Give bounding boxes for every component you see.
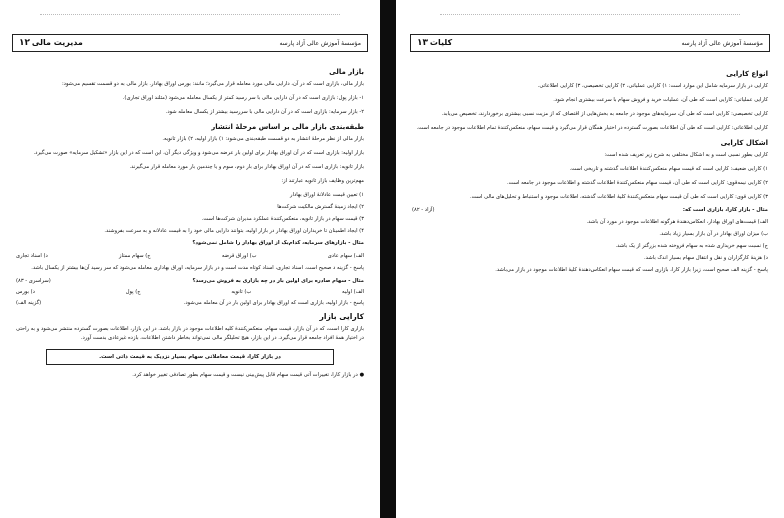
exam-reference: (آزاد - ۸۲) [412,207,435,213]
list-item: ۱) تعیین قیمت عادلانهٔ اوراق بهادار [290,192,364,198]
paragraph: کارایی در بازار سرمایه شامل این موارد است: ۱) کارایی عملیاتی، ۲) کارایی تخصیصی، ۳) کارایی اطلاعاتی. [537,83,768,89]
list-item: ۳) قیمت سهام در بازار ثانویه، منعکس‌کنندهٔ عملکرد مدیران شرکت‌ها است. [201,216,364,222]
paragraph: کارایی اطلاعاتی: کارایی است که طی آن اطلاعات بصورت گسترده در اختیار همگان قرار می‌گیرد و قیمت سهام، منعکس‌کنندهٔ تمام اطلاعات موجود در جامعه است. [416,125,768,131]
example-question: مثال - سهام صادره برای اولین بار در چه بازاری به فروش می‌رسد؟ [192,278,364,284]
option: ج) نسبت سهم خریداری شده به سهام فروخته شده بزرگتر از یک باشد. [615,243,768,249]
paragraph: بازار ثانویه: بازاری است که در آن اوراق بهادار برای بار دوم، سوم و یا چندمین بار مورد معامله قرار می‌گیرند. [129,164,364,170]
option: ج) پول [125,289,141,295]
section-title: اشکال کارایی [720,139,768,147]
example-question: مثال - بازار کارا، بازاری است که: [682,207,768,213]
option: ب) اوراق قرضه [221,253,257,259]
highlight-box: در بازار کارا، قیمت معاملاتی سهام بسیار نزدیک به قیمت ذاتی است. [46,349,334,365]
paragraph: ۲- بازار سرمایه: بازاری است که در آن دارایی مالی با سررسید بیشتر از یکسال معامله شود. [165,109,364,115]
example-question-row [412,207,768,213]
example-options [412,218,768,263]
paragraph: کارایی بطور نسبی است و به اشکال مختلفی به شرح زیر تعریف شده است: [604,152,768,158]
section-title: طبقه‌بندی بازار مالی بر اساس مرحلهٔ انتشار [211,123,364,131]
exam-reference: (سراسری - ۸۳) [16,278,51,284]
option: الف) قیمت‌های اوراق بهادار، انعکاس‌دهندهٔ هرگونه اطلاعات موجود در مورد آن باشد. [586,219,768,225]
list-item: ۴) ایجاد اطمینان تا خریداران اوراق بهادار در بازار اولیه، بتوانند دارایی مالی خود را به قیمت عادلانه و به سرعت بفروشند. [104,228,364,234]
header-page-number: ۱۲ [19,38,30,48]
list-item: ۲) ایجاد زمینهٔ گسترش مالکیت شرکت‌ها [277,204,364,210]
paragraph: کارایی تخصیصی: کارایی است که طی آن، سرمایه‌های موجود در جامعه به بخش‌هایی از اقتصاف که از مزیت نسبی بیشتری برخوردارند، تخصیص می‌یابد. [441,111,768,117]
example-question-row [16,278,364,284]
page-content [0,62,380,385]
header-institute: مؤسسهٔ آموزش عالی آزاد پارسه [681,39,763,47]
bullet-item: ● در بازار کارا، تغییرات آتی قیمت سهام قابل پیش‌بینی نیست و قیمت سهام بطور تصادفی تغییر خواهد کرد. [132,372,364,378]
paragraph: ۱- بازار پول: بازاری است که در آن دارایی مالی با سر رسید کمتر از یکسال معامله می‌شود (مثلند اوراق تجاری). [122,95,364,101]
answer-key: (گزینه الف) [16,300,42,306]
page-header [410,34,770,52]
right-page [396,0,784,518]
example-answer: پاسخ - گزینه د صحیح است. اسناد تجاری، اسناد کوتاه مدت است و در بازار سرمایه، اوراق بهاداری معامله می‌شود که سر رسید آن‌ها بیشتر از یکسال باشد. [31,265,364,271]
option: ب) میزان اوراق بهادار در آن بازار بسیار زیاد باشد. [659,231,768,237]
option: د) اسناد تجاری [16,253,48,259]
option: ب) ثانویه [231,289,252,295]
list [16,191,364,236]
example-question: مثال - بازارهای سرمایه، کدام‌یک از اوراق بهادار را شامل نمی‌شود؟ [192,240,364,246]
section-title: انواع کارایی [726,70,768,78]
paragraph: کارایی عملیاتی: کارایی است که طی آن، عملیات خرید و فروش سهام با سرعت بیشتری انجام شود. [553,97,768,103]
header-chapter: کلیات [429,38,453,47]
bullet-text: در بازار کارا، تغییرات آتی قیمت سهام قابل پیش‌بینی نیست و قیمت سهام بطور تصادفی تغییر خواهد کرد. [132,372,358,378]
paragraph: بازار مالی از نظر مرحلهٔ انتشار به دو قسمت طبقه‌بندی می‌شود: ۱) بازار اولیه، ۲) بازار ثانویه. [162,136,364,142]
paragraph: بازار اولیه: بازاری است که در آن اوراق بهادار برای اولین بار عرضه می‌شود و ویژگی دیگر آن، این است که در این بازار «تشکیل سرمایه» صورت می‌گیرد. [33,150,364,156]
page-header [12,34,368,52]
header-institute: مؤسسهٔ آموزش عالی آزاد پارسه [279,39,361,47]
option: د) هزینهٔ کارگزاران و نقل و انتقال سهام بسیار اندک باشد. [644,255,768,261]
option: الف) سهام عادی [327,253,364,259]
book-gutter [380,0,396,518]
paragraph: ۳) کارایی قوی: کارایی است که طی آن قیمت سهام منعکس‌کنندهٔ کلیهٔ اطلاعات گذشته، اطلاعات موجود و استنباط و تحلیل‌های مالی است. [469,194,768,200]
paragraph: بازاری کارا است، که در آن بازار، قیمت سهام، منعکس‌کنندهٔ کلیه اطلاعات موجود در بازار باشد. در این بازار، اطلاعات بصورت گسترده منتشر می‌شود و به راحتی در اختیار همهٔ افراد جامعه قرار می‌گیرد. در این بازار، هیچ تحلیلگر مالی نمی‌تواند بخاطر داشتن اطلاعات، بازده غیرعادی بدست آورد. [16,326,364,341]
option: الف) اولیه [342,289,364,295]
example-options [16,253,364,259]
header-chapter: مدیریت مالی [31,38,83,47]
paragraph: ۲) کارایی نیمه‌قوی: کارایی است که طی آن، قیمت سهام منعکس‌کنندهٔ اطلاعات گذشته و اطلاعات موجود در جامعه است. [506,180,768,186]
paragraph: ۱) کارایی ضعیف: کارایی است که قیمت سهام منعکس‌کنندهٔ اطلاعات گذشته و تاریخی است. [569,166,768,172]
example-answer-row [16,300,364,306]
example-answer: پاسخ - بازار اولیه، بازاری است که اوراق بهادار برای اولین بار در آن معامله می‌شود. [183,300,364,306]
example-answer: پاسخ - گزینه الف صحیح است، زیرا بازار کارا، بازاری است که قیمت سهام انعکاس‌دهندهٔ کلیهٔ اطلاعات موجود در بازار می‌باشد. [495,267,768,273]
page-content [396,64,784,280]
section-title: کارایی بازار [319,312,364,321]
paragraph: بازار مالی، بازاری است که در آن، دارایی مالی مورد معامله قرار می‌گیرد؛ مانند: بورس اوراق بهادار. بازار مالی به دو قسمت تقسیم می‌شود: [61,81,364,87]
option: ج) سهام ممتاز [119,253,151,259]
paragraph: مهم‌ترین وظایف بازار ثانویه عبارتند از: [281,178,364,184]
example-options [16,289,364,295]
section-title: بازار مالی [329,68,364,76]
left-page [0,0,380,518]
header-page-number: ۱۳ [417,38,428,48]
option: د) بورس [16,289,35,295]
